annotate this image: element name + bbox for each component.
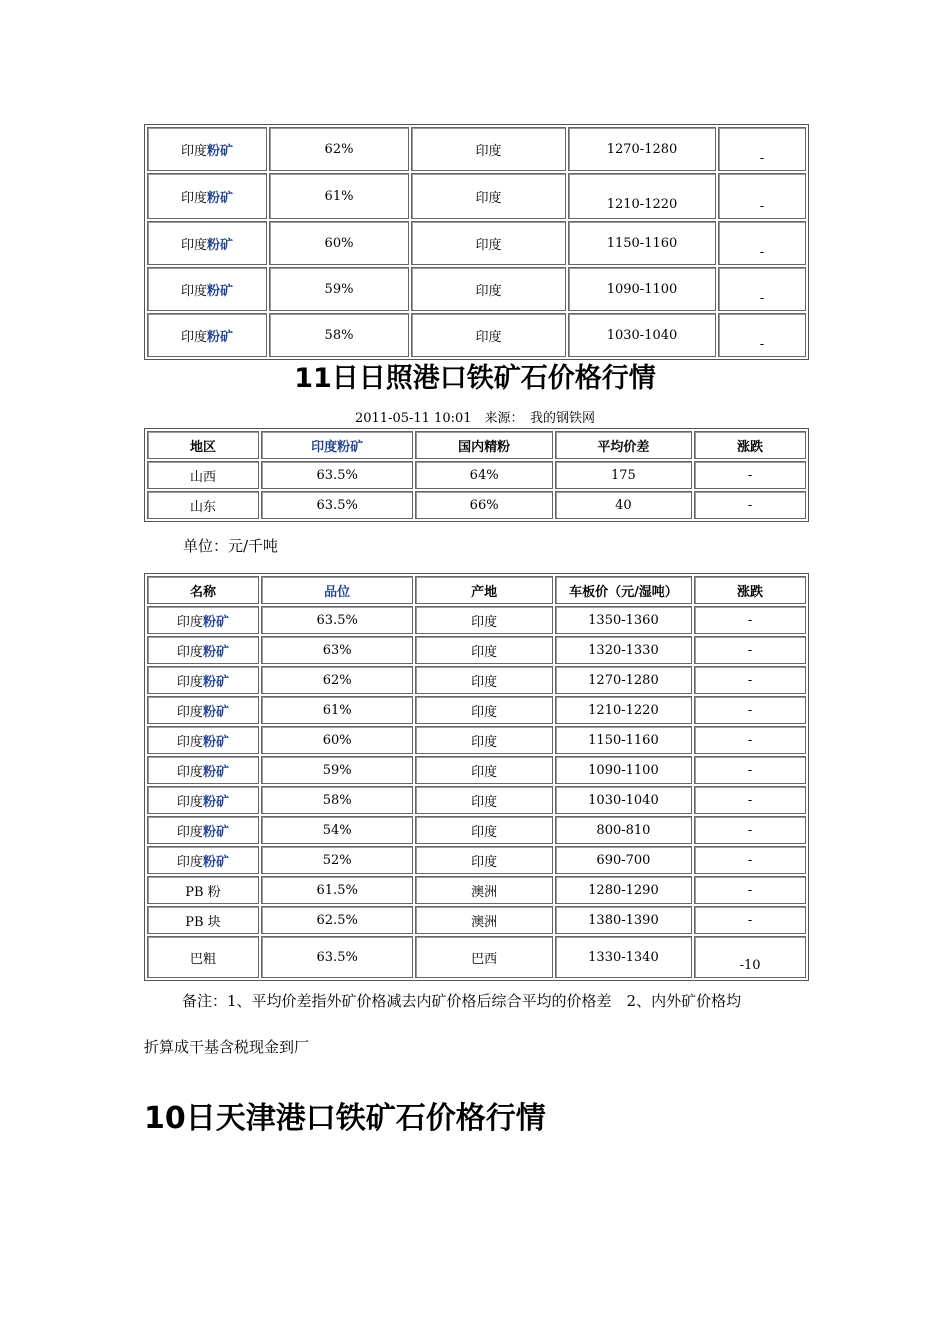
table-row [147, 636, 806, 664]
product-name-cell: 印度粉矿 [147, 726, 259, 754]
table-row [147, 221, 806, 265]
price-cell: 690-700 [555, 846, 692, 874]
price-cell: 800-810 [555, 816, 692, 844]
table-row [147, 906, 806, 934]
table-row [147, 666, 806, 694]
product-name-cell: 印度粉矿 [147, 173, 267, 219]
origin-cell: 印度 [415, 816, 552, 844]
grade-cell: 58% [261, 786, 414, 814]
col-header-change: 涨跌 [694, 431, 806, 459]
price-cell: 1280-1290 [555, 876, 692, 904]
section-title-tianjin: 10日天津港口铁矿石价格行情 [144, 1101, 546, 1136]
port-price-table [144, 573, 809, 981]
change-cell: - [694, 726, 806, 754]
table-row [147, 173, 806, 219]
diff-cell: 175 [555, 461, 692, 489]
price-cell: 1270-1280 [568, 127, 716, 171]
product-name-cell: PB 块 [147, 906, 259, 934]
grade-cell: 59% [269, 267, 409, 311]
table-row [147, 846, 806, 874]
grade-cell: 63.5% [261, 936, 414, 978]
price-cell: 1030-1040 [568, 313, 716, 357]
table-row [147, 726, 806, 754]
origin-cell: 印度 [415, 696, 552, 724]
origin-cell: 印度 [415, 786, 552, 814]
origin-cell: 印度 [411, 267, 566, 311]
product-link[interactable]: 粉矿 [202, 854, 229, 870]
section-title-rizhao: 11日日照港口铁矿石价格行情 [294, 363, 656, 394]
product-link[interactable]: 粉矿 [207, 190, 234, 206]
grade-cell: 54% [261, 816, 414, 844]
table-row [147, 127, 806, 171]
price-cell: 1380-1390 [555, 906, 692, 934]
product-link[interactable]: 粉矿 [202, 794, 229, 810]
origin-cell: 印度 [415, 666, 552, 694]
origin-cell: 澳洲 [415, 876, 552, 904]
product-name-cell: 印度粉矿 [147, 267, 267, 311]
price-cell: 1090-1100 [568, 267, 716, 311]
change-cell: - [694, 786, 806, 814]
india-cell: 63.5% [261, 461, 414, 489]
table-header-row [147, 431, 806, 459]
product-link[interactable]: 粉矿 [207, 237, 234, 253]
product-name-cell: 印度粉矿 [147, 696, 259, 724]
grade-cell: 62% [269, 127, 409, 171]
origin-cell: 印度 [415, 636, 552, 664]
change-cell: - [694, 696, 806, 724]
origin-cell: 印度 [415, 756, 552, 784]
product-link[interactable]: 粉矿 [202, 824, 229, 840]
change-cell: - [694, 491, 806, 519]
domestic-cell: 64% [415, 461, 552, 489]
price-cell: 1350-1360 [555, 606, 692, 634]
grade-cell: 52% [261, 846, 414, 874]
price-table-continued [144, 124, 809, 360]
india-cell: 63.5% [261, 491, 414, 519]
region-cell: 山东 [147, 491, 259, 519]
product-link[interactable]: 粉矿 [207, 329, 234, 345]
price-cell: 1090-1100 [555, 756, 692, 784]
col-header-diff: 平均价差 [555, 431, 692, 459]
grade-cell: 61% [261, 696, 414, 724]
col-header-region: 地区 [147, 431, 259, 459]
price-cell: 1150-1160 [568, 221, 716, 265]
product-link[interactable]: 粉矿 [202, 674, 229, 690]
grade-cell: 61.5% [261, 876, 414, 904]
change-cell: - [694, 846, 806, 874]
grade-cell: 60% [269, 221, 409, 265]
product-link[interactable]: 粉矿 [202, 704, 229, 720]
grade-cell: 63.5% [261, 606, 414, 634]
change-cell: - [694, 756, 806, 784]
origin-cell: 印度 [411, 221, 566, 265]
product-name-cell: 印度粉矿 [147, 666, 259, 694]
grade-cell: 62.5% [261, 906, 414, 934]
product-link[interactable]: 粉矿 [207, 143, 234, 159]
table-row [147, 606, 806, 634]
product-name-cell: 印度粉矿 [147, 756, 259, 784]
region-cell: 山西 [147, 461, 259, 489]
product-name-cell: 印度粉矿 [147, 221, 267, 265]
table-row [147, 936, 806, 978]
grade-cell: 60% [261, 726, 414, 754]
change-cell: - [694, 461, 806, 489]
col-header-price: 车板价（元/湿吨） [555, 576, 692, 604]
grade-cell: 58% [269, 313, 409, 357]
col-header-origin: 产地 [415, 576, 552, 604]
origin-cell: 印度 [415, 606, 552, 634]
product-name-cell: 印度粉矿 [147, 786, 259, 814]
change-cell: - [718, 267, 806, 311]
origin-cell: 巴西 [415, 936, 552, 978]
note-line-2: 折算成干基含税现金到厂 [144, 1038, 310, 1056]
change-cell: - [694, 636, 806, 664]
col-header-grade[interactable]: 品位 [261, 576, 414, 604]
origin-cell: 印度 [415, 846, 552, 874]
col-header-name: 名称 [147, 576, 259, 604]
diff-cell: 40 [555, 491, 692, 519]
product-name-cell: 印度粉矿 [147, 846, 259, 874]
origin-cell: 印度 [411, 127, 566, 171]
change-cell: - [718, 173, 806, 219]
table-row [147, 816, 806, 844]
product-link[interactable]: 粉矿 [202, 644, 229, 660]
change-cell: - [694, 816, 806, 844]
price-cell: 1150-1160 [555, 726, 692, 754]
table-row [147, 696, 806, 724]
product-name-cell: 巴粗 [147, 936, 259, 978]
change-cell: - [718, 313, 806, 357]
table-row [147, 756, 806, 784]
article-meta: 2011-05-11 10:01 来源： 我的钢铁网 [354, 411, 596, 426]
change-cell: - [694, 906, 806, 934]
table-row [147, 876, 806, 904]
product-name-cell: 印度粉矿 [147, 636, 259, 664]
product-name-cell: 印度粉矿 [147, 313, 267, 357]
product-name-cell: 印度粉矿 [147, 606, 259, 634]
origin-cell: 印度 [415, 726, 552, 754]
table-row [147, 267, 806, 311]
grade-cell: 62% [261, 666, 414, 694]
col-header-domestic: 国内精粉 [415, 431, 552, 459]
table-header-row [147, 576, 806, 604]
product-link[interactable]: 粉矿 [202, 614, 229, 630]
product-link[interactable]: 粉矿 [202, 734, 229, 750]
change-cell: - [694, 606, 806, 634]
origin-cell: 印度 [411, 173, 566, 219]
table-row [147, 786, 806, 814]
change-cell: - [694, 876, 806, 904]
table-row [147, 461, 806, 489]
col-header-india[interactable]: 印度粉矿 [261, 431, 414, 459]
product-name-cell: 印度粉矿 [147, 816, 259, 844]
origin-cell: 澳洲 [415, 906, 552, 934]
price-cell: 1030-1040 [555, 786, 692, 814]
price-cell: 1210-1220 [568, 173, 716, 219]
table-row [147, 491, 806, 519]
grade-cell: 61% [269, 173, 409, 219]
unit-label: 单位：元/千吨 [183, 537, 279, 555]
table-row [147, 313, 806, 357]
change-cell: - [694, 666, 806, 694]
price-cell: 1330-1340 [555, 936, 692, 978]
price-cell: 1210-1220 [555, 696, 692, 724]
grade-cell: 63% [261, 636, 414, 664]
product-link[interactable]: 粉矿 [207, 283, 234, 299]
product-name-cell: 印度粉矿 [147, 127, 267, 171]
origin-cell: 印度 [411, 313, 566, 357]
col-header-change: 涨跌 [694, 576, 806, 604]
change-cell: - [718, 127, 806, 171]
price-cell: 1320-1330 [555, 636, 692, 664]
change-cell: - [718, 221, 806, 265]
product-name-cell: PB 粉 [147, 876, 259, 904]
product-link[interactable]: 粉矿 [202, 764, 229, 780]
change-cell: -10 [694, 936, 806, 978]
grade-cell: 59% [261, 756, 414, 784]
regional-diff-table [144, 428, 809, 522]
note-line-1: 备注：1、平均价差指外矿价格减去内矿价格后综合平均的价格差 2、内外矿价格均 [182, 992, 742, 1010]
price-cell: 1270-1280 [555, 666, 692, 694]
domestic-cell: 66% [415, 491, 552, 519]
